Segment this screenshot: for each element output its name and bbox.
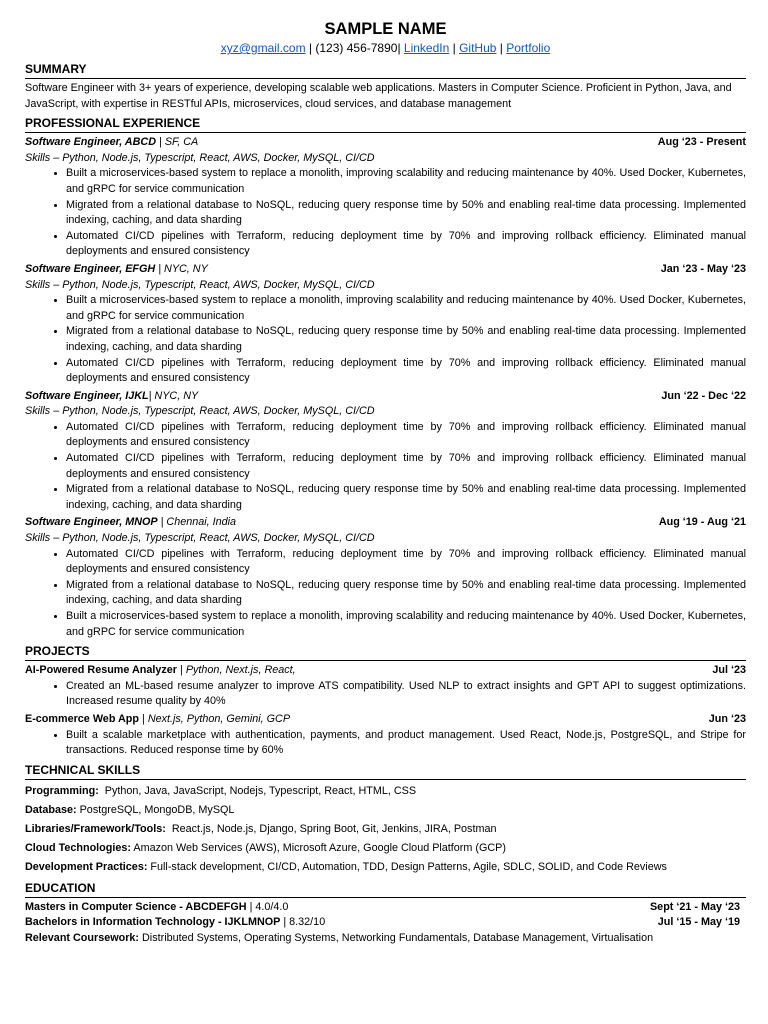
skill-row [25, 782, 746, 801]
job-bullets [25, 166, 746, 260]
skill-value: PostgreSQL, MongoDB, MySQL [79, 803, 235, 816]
job-bullet: • Automated CI/CD pipelines with Terraform, reducing deployment time by 70% and improving rollback efficiency. Eliminated manual deployments and ensured consistency [66, 451, 746, 482]
project-tech: Next.js, Python, Gemini, GCP [147, 712, 291, 725]
project-entry [25, 663, 746, 710]
job-skills: Skills – Python, Node.js, Typescript, React, AWS, Docker, MySQL, CI/CD [25, 405, 375, 418]
degree: Bachelors in Information Technology - IJKLMNOP [25, 916, 281, 929]
job-entry [25, 262, 746, 387]
job-role: Software Engineer, MNOP [25, 516, 158, 529]
skill-label: Development Practices: [25, 860, 148, 873]
job-dates: Jun ‘22 - Dec ‘22 [661, 389, 746, 402]
degree: Masters in Computer Science - ABCDEFGH [25, 900, 247, 913]
job-entry [25, 515, 746, 640]
job-bullet: • Migrated from a relational database to NoSQL, reducing query response time by 50% and enabling real-time data processing. Implemented indexing, caching, and data sharding [66, 324, 746, 355]
job-bullet: • Built a microservices-based system to replace a monolith, improving scalability and reducing maintenance by 40%. Used Docker, Kubernetes, and gRPC for service communication [66, 293, 746, 324]
coursework-label: Relevant Coursework: [25, 931, 139, 944]
job-role: Software Engineer, IJKL [25, 389, 149, 402]
skill-value: React.js, Node.js, Django, Spring Boot, Git, Jenkins, JIRA, Postman [171, 822, 497, 835]
job-bullet: • Automated CI/CD pipelines with Terraform, reducing deployment time by 70% and improving rollback efficiency. Eliminated manual deployments and ensured consistency [66, 229, 746, 260]
job-header: Software Engineer, MNOP | Chennai, India Aug ‘19 - Aug ‘21 [25, 515, 746, 531]
job-bullet: • Built a microservices-based system to replace a monolith, improving scalability and reducing maintenance by 40%. Used Docker, Kubernetes, and gRPC for service communication [66, 609, 746, 640]
job-bullets [25, 293, 746, 387]
job-bullets [25, 420, 746, 514]
degree-detail: 8.32/10 [289, 916, 326, 929]
project-name: E-commerce Web App [25, 712, 139, 725]
project-entry [25, 712, 746, 759]
summary-text: Software Engineer with 3+ years of experience, developing scalable web applications. Masters in Computer Science. Proficient in Python, Java, and JavaScript, with expertise in RESTful APIs, microservices, cloud services, and database management [25, 82, 732, 110]
job-bullet: • Migrated from a relational database to NoSQL, reducing query response time by 50% and enabling real-time data processing. Implemented indexing, caching, and data sharding [66, 578, 746, 609]
job-location: Chennai, India [166, 516, 237, 529]
project-bullet: • Built a scalable marketplace with authentication, payments, and product management. Used React, Node.js, PostgreSQL, and Stripe for transactions. Reduced response time by 60% [66, 728, 746, 759]
job-header: Software Engineer, EFGH | NYC, NY Jan ‘23 - May ‘23 [25, 262, 746, 278]
job-skills: Skills – Python, Node.js, Typescript, React, AWS, Docker, MySQL, CI/CD [25, 151, 375, 164]
project-bullet: • Created an ML-based resume analyzer to improve ATS compatibility. Used NLP to extract insights and GPT API to suggest optimizations. Increased resume quality by 40% [66, 679, 746, 710]
education-heading: EDUCATION [25, 881, 746, 898]
phone-number: (123) 456-7890 [315, 41, 398, 55]
education-row: Masters in Computer Science - ABCDEFGH | 4.0/4.0 Sept ‘21 - May ‘23 [25, 900, 746, 916]
job-location: SF, CA [164, 136, 199, 149]
candidate-name: SAMPLE NAME [324, 20, 447, 38]
projects-heading: PROJECTS [25, 644, 746, 661]
skill-value: Python, Java, JavaScript, Nodejs, Typescript, React, HTML, CSS [104, 784, 417, 797]
skill-label: Database: [25, 803, 77, 816]
degree-detail: 4.0/4.0 [255, 900, 289, 913]
skill-label: Programming: [25, 784, 99, 797]
job-bullet: • Built a microservices-based system to replace a monolith, improving scalability and reducing maintenance by 40%. Used Docker, Kubernetes, and gRPC for service communication [66, 166, 746, 197]
job-header: Software Engineer, ABCD | SF, CA Aug ‘23 - Present [25, 135, 746, 151]
education-row: Bachelors in Information Technology - IJKLMNOP | 8.32/10 Jul ‘15 - May ‘19 [25, 915, 746, 931]
project-date: Jun ‘23 [708, 712, 746, 725]
job-location: NYC, NY [154, 389, 199, 402]
project-header: E-commerce Web App | Next.js, Python, Gemini, GCP Jun ‘23 [25, 712, 746, 728]
summary-heading: SUMMARY [25, 62, 746, 79]
linkedin-link[interactable]: LinkedIn [403, 41, 450, 55]
skill-label: Libraries/Framework/Tools: [25, 822, 166, 835]
job-dates: Aug ‘23 - Present [657, 136, 746, 149]
degree-dates: Jul ‘15 - May ‘19 [657, 916, 740, 929]
job-role: Software Engineer, EFGH [25, 262, 156, 275]
project-date: Jul ‘23 [712, 664, 746, 677]
email-link[interactable]: xyz@gmail.com [220, 41, 306, 55]
project-header: AI-Powered Resume Analyzer | Python, Next.js, React, Jul ‘23 [25, 663, 746, 679]
job-header: Software Engineer, IJKL| NYC, NY Jun ‘22 - Dec ‘22 [25, 389, 746, 405]
job-bullet: • Automated CI/CD pipelines with Terraform, reducing deployment time by 70% and improving rollback efficiency. Eliminated manual deployments and ensured consistency [66, 547, 746, 578]
degree-dates: Sept ‘21 - May ‘23 [649, 900, 740, 913]
job-skills: Skills – Python, Node.js, Typescript, React, AWS, Docker, MySQL, CI/CD [25, 278, 375, 291]
job-location: NYC, NY [164, 262, 208, 275]
job-dates: Jan ‘23 - May ‘23 [660, 262, 746, 275]
skill-value: Amazon Web Services (AWS), Microsoft Azure, Google Cloud Platform (GCP) [133, 841, 506, 854]
project-tech: Python, Next.js, React, [185, 664, 296, 677]
contact-line: xyz@gmail.com | (123) 456-7890| LinkedIn | GitHub | Portfolio [220, 41, 551, 55]
job-dates: Aug ‘19 - Aug ‘21 [658, 516, 746, 529]
skill-row [25, 820, 746, 839]
skill-row [25, 801, 746, 820]
coursework-text: Distributed Systems, Operating Systems, Networking Fundamentals, Database Management, Virtualisation [142, 931, 654, 944]
skills-heading: TECHNICAL SKILLS [25, 763, 746, 780]
skill-row [25, 839, 746, 858]
job-entry [25, 389, 746, 514]
skill-row [25, 858, 746, 877]
job-bullet: • Migrated from a relational database to NoSQL, reducing query response time by 50% and enabling real-time data processing. Implemented indexing, caching, and data sharding [66, 198, 746, 229]
project-name: AI-Powered Resume Analyzer [25, 664, 178, 677]
skill-label: Cloud Technologies: [25, 841, 131, 854]
job-role: Software Engineer, ABCD [25, 136, 156, 149]
job-bullet: • Automated CI/CD pipelines with Terraform, reducing deployment time by 70% and improving rollback efficiency. Eliminated manual deployments and ensured consistency [66, 356, 746, 387]
github-link[interactable]: GitHub [459, 41, 497, 55]
job-bullet: • Migrated from a relational database to NoSQL, reducing query response time by 50% and enabling real-time data processing. Implemented indexing, caching, and data sharding [66, 482, 746, 513]
job-bullets [25, 547, 746, 641]
job-bullet: • Automated CI/CD pipelines with Terraform, reducing deployment time by 70% and improving rollback efficiency. Eliminated manual deployments and ensured consistency [66, 420, 746, 451]
experience-heading: PROFESSIONAL EXPERIENCE [25, 116, 746, 133]
job-skills: Skills – Python, Node.js, Typescript, React, AWS, Docker, MySQL, CI/CD [25, 532, 375, 545]
job-entry [25, 135, 746, 260]
skill-value: Full-stack development, CI/CD, Automation, TDD, Design Patterns, Agile, SDLC, SOLID, and Code Reviews [150, 860, 667, 873]
coursework-row [25, 931, 746, 947]
portfolio-link[interactable]: Portfolio [506, 41, 551, 55]
